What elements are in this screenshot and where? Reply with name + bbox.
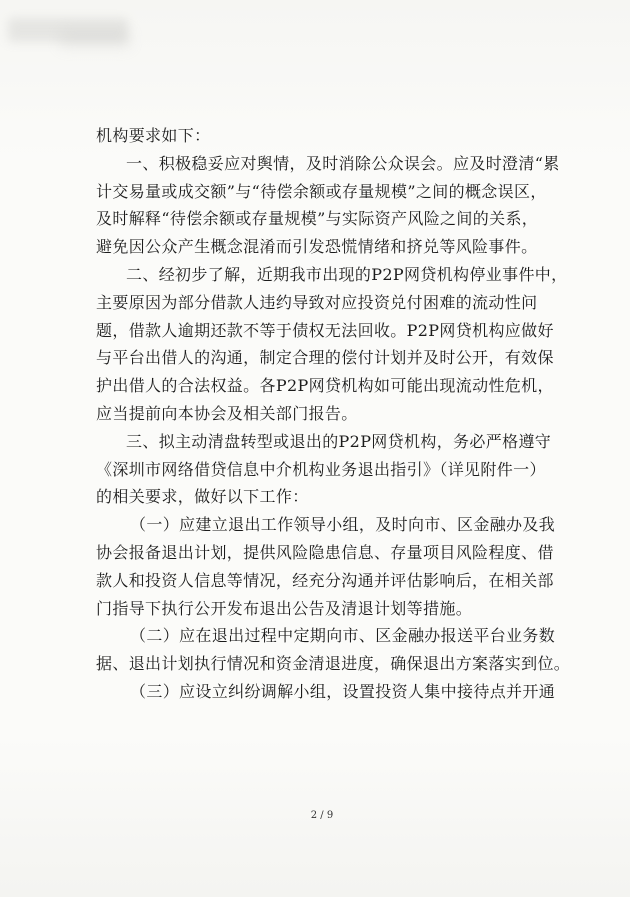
document-line: 与平台出借人的沟通，制定合理的偿付计划并及时公开，有效保 <box>96 348 554 368</box>
document-line: 题，借款人逾期还款不等于债权无法回收。P2P网贷机构应做好 <box>96 320 554 340</box>
document-line: （三）应设立纠纷调解小组，设置投资人集中接待点并开通 <box>130 681 556 701</box>
document-line: 门指导下执行公开发布退出公告及清退计划等措施。 <box>96 598 473 618</box>
document-line: 协会报备退出计划，提供风险隐患信息、存量项目风险程度、借 <box>96 542 554 562</box>
document-line: 及时解释“待偿余额或存量规模”与实际资产风险之间的关系， <box>96 209 539 229</box>
document-line: 一、积极稳妥应对舆情，及时消除公众误会。应及时澄清“累 <box>126 153 560 173</box>
document-line: （二）应在退出过程中定期向市、区金融办报送平台业务数 <box>130 626 556 646</box>
document-line: （一）应建立退出工作领导小组，及时向市、区金融办及我 <box>130 515 556 535</box>
document-line: 避免因公众产生概念混淆而引发恐慌情绪和挤兑等风险事件。 <box>96 237 538 257</box>
document-body <box>96 122 571 706</box>
document-line: 据、退出计划执行情况和资金清退进度，确保退出方案落实到位。 <box>96 654 571 674</box>
page-number: 2 / 9 <box>310 810 334 821</box>
document-line: 护出借人的合法权益。各P2P网贷机构如可能出现流动性危机， <box>96 376 554 396</box>
document-line: 主要原因为部分借款人违约导致对应投资兑付困难的流动性问 <box>96 292 538 312</box>
document-line: 款人和投资人信息等情况，经充分沟通并评估影响后，在相关部 <box>96 570 554 590</box>
document-line: 三、拟主动清盘转型或退出的P2P网贷机构，务必严格遵守 <box>126 431 552 451</box>
document-line: 机构要求如下： <box>96 126 211 145</box>
document-line: 应当提前向本协会及相关部门报告。 <box>96 403 358 423</box>
document-line: 二、经初步了解，近期我市出现的P2P网贷机构停业事件中， <box>126 264 568 284</box>
document-line: 计交易量或成交额”与“待偿余额或存量规模”之间的概念误区， <box>96 181 547 201</box>
document-line: 《深圳市网络借贷信息中介机构业务退出指引》（详见附件一） <box>96 459 546 479</box>
scan-smudge-secondary <box>60 30 130 48</box>
document-line: 的相关要求，做好以下工作： <box>96 487 309 507</box>
